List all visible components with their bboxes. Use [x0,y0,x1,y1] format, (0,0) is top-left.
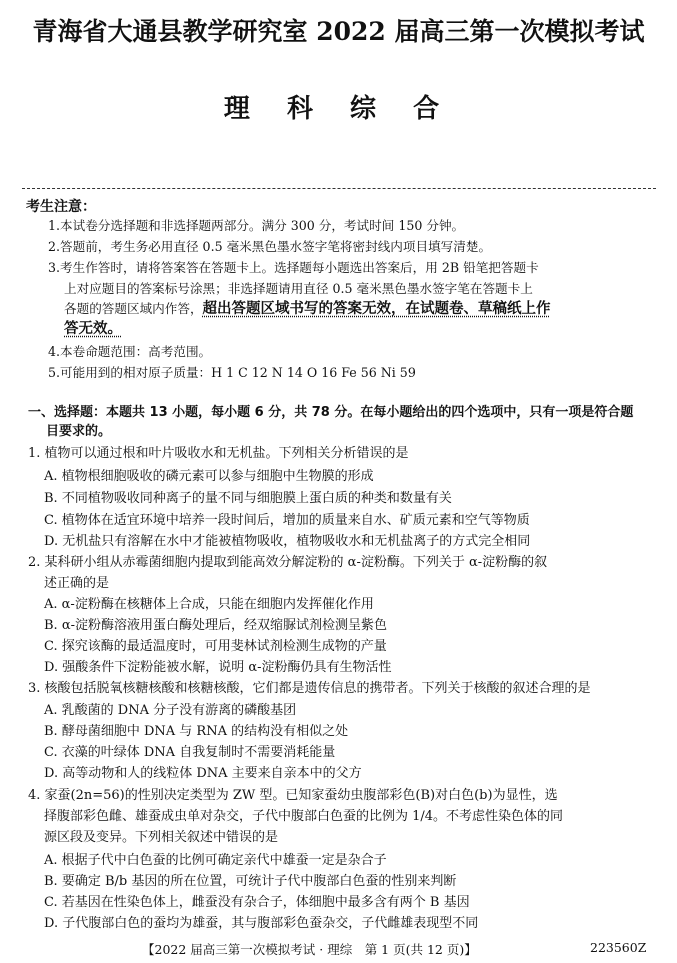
note-item-continued: 上对应题目的答案标号涂黑；非选择题请用直径 0.5 毫米黑色墨水签字笔在答题卡上 [64,281,533,296]
question-stem: 2. 某科研小组从赤霉菌细胞内提取到能高效分解淀粉的 α-淀粉酶。下列关于 α-淀粉酶的叙 [28,555,548,570]
note-item-continued [64,300,551,317]
note-item: 5.可能用到的相对原子质量：H 1 C 12 N 14 O 16 Fe 56 Ni 59 [48,365,416,380]
question-stem: 3. 核酸包括脱氧核糖核酸和核糖核酸，它们都是遗传信息的携带者。下列关于核酸的叙述合理的是 [28,681,591,696]
note-item: 4.本卷命题范围：高考范围。 [48,344,212,359]
option-b: B. α-淀粉酶溶液用蛋白酶处理后，经双缩脲试剂检测呈紫色 [44,618,387,633]
question-stem-continued: 择腹部彩色雌、雄蚕成虫单对杂交，子代中腹部白色蚕的比例为 1/4。不考虑性染色体的同 [44,809,564,824]
option-d: D. 子代腹部白色的蚕均为雄蚕，其与腹部彩色蚕杂交，子代雌雄表现型不同 [44,916,479,931]
question-stem: 4. 家蚕(2n=56)的性别决定类型为 ZW 型。已知家蚕幼虫腹部彩色(B)对白色(b)为显性，选 [28,788,558,803]
note-item-text: 各题的答题区域内作答， [64,301,203,316]
option-c: C. 衣藻的叶绿体 DNA 自我复制时不需要消耗能量 [44,745,336,760]
exam-title: 青海省大通县教学研究室 2022 届高三第一次模拟考试 [32,17,645,46]
note-emphasis-end: 答无效。 [64,320,122,337]
option-d: D. 高等动物和人的线粒体 DNA 主要来自亲本中的父方 [44,766,362,781]
option-b: B. 酵母菌细胞中 DNA 与 RNA 的结构没有相似之处 [44,724,349,739]
section-heading: 一、选择题：本题共 13 小题，每小题 6 分，共 78 分。在每小题给出的四个选项中，只有一项是符合题 [28,405,634,420]
option-b: B. 不同植物吸收同种离子的量不同与细胞膜上蛋白质的种类和数量有关 [44,491,452,506]
note-item: 1.本试卷分选择题和非选择题两部分。满分 300 分，考试时间 150 分钟。 [48,218,465,233]
option-a: A. 植物根细胞吸收的磷元素可以参与细胞中生物膜的形成 [44,469,374,484]
question-stem: 1. 植物可以通过根和叶片吸收水和无机盐。下列相关分析错误的是 [28,446,409,461]
option-a: A. 根据子代中白色蚕的比例可确定亲代中雄蚕一定是杂合子 [44,853,387,868]
divider-line [22,188,656,189]
option-d: D. 强酸条件下淀粉能被水解，说明 α-淀粉酶仍具有生物活性 [44,660,392,675]
note-item: 2.答题前，考生务必用直径 0.5 毫米黑色墨水签字笔将密封线内项目填写清楚。 [48,239,492,254]
question-stem-continued: 述正确的是 [44,576,110,591]
page-code: 223560Z [590,940,647,955]
exam-subject: 理 科 综 合 [223,94,454,124]
note-emphasis: 超出答题区域书写的答案无效，在试题卷、草稿纸上作 [202,300,551,317]
option-b: B. 要确定 B/b 基因的所在位置，可统计子代中腹部白色蚕的性别来判断 [44,874,457,889]
option-a: A. α-淀粉酶在核糖体上合成，只能在细胞内发挥催化作用 [44,597,374,612]
question-stem-continued: 源区段及变异。下列相关叙述中错误的是 [44,830,279,845]
option-c: C. 植物体在适宜环境中培养一段时间后，增加的质量来自水、矿质元素和空气等物质 [44,513,530,528]
option-c: C. 若基因在性染色体上，雌蚕没有杂合子，体细胞中最多含有两个 B 基因 [44,895,470,910]
option-c: C. 探究该酶的最适温度时，可用斐林试剂检测生成物的产量 [44,639,387,654]
option-a: A. 乳酸菌的 DNA 分子没有游离的磷酸基团 [44,703,297,718]
note-item: 3.考生作答时，请将答案答在答题卡上。选择题每小题选出答案后，用 2B 铅笔把答题卡 [48,260,539,275]
note-item-continued [64,320,122,337]
section-heading-continued: 目要求的。 [46,424,112,439]
option-d: D. 无机盐只有溶解在水中才能被植物吸收，植物吸收水和无机盐离子的方式完全相同 [44,534,531,549]
notes-heading: 考生注意： [26,199,96,215]
page-footer: 【2022 届高三第一次模拟考试 · 理综 第 1 页(共 12 页)】 [142,942,477,957]
